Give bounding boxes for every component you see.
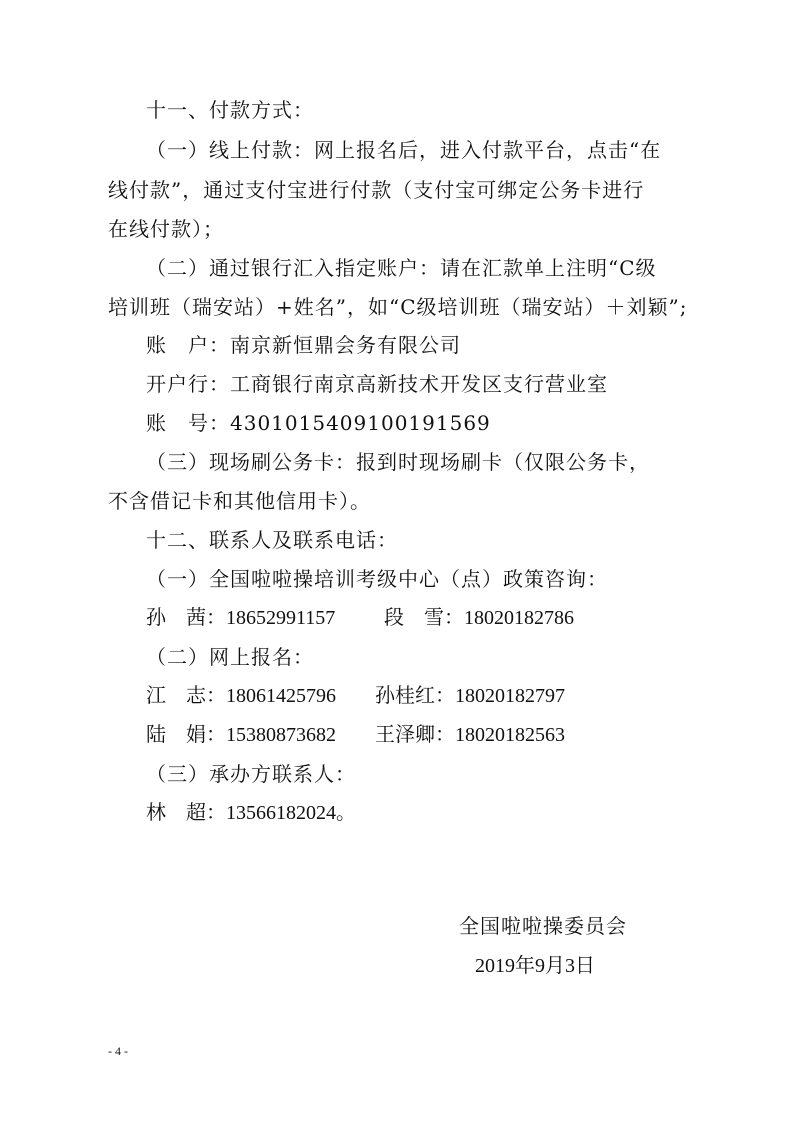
payment-card-line-2: 不含借记卡和其他信用卡）。 [108, 489, 371, 513]
registration-contact-1: 江 志：18061425796 [146, 685, 336, 707]
payment-heading: 十一、付款方式： [146, 98, 314, 122]
account-number: 账 号：4301015409100191569 [146, 411, 491, 435]
account-name: 账 户：南京新恒鼎会务有限公司 [146, 333, 461, 357]
payment-online-line-2: 线付款”，通过支付宝进行付款（支付宝可绑定公务卡进行 [108, 178, 645, 202]
contact-heading: 十二、联系人及联系电话： [146, 528, 398, 552]
policy-contact-2: 段 雪：18020182786 [384, 607, 574, 629]
payment-card-line-1: （三）现场刷公务卡：报到时现场刷卡（仅限公务卡， [146, 450, 650, 474]
organizer-heading: （三）承办方联系人： [146, 762, 356, 786]
page-number: - 4 - [108, 1044, 128, 1058]
registration-contact-4: 王泽卿：18020182563 [375, 724, 565, 746]
signature-organization: 全国啦啦操委员会 [459, 914, 627, 938]
registration-contact-3: 陆 娟：15380873682 [146, 724, 336, 746]
registration-heading: （二）网上报名： [146, 645, 314, 669]
bank-name: 开户行：工商银行南京高新技术开发区支行营业室 [146, 372, 608, 396]
payment-bank-line-1: （二）通过银行汇入指定账户：请在汇款单上注明“C级 [146, 256, 657, 280]
signature-date: 2019年9月3日 [475, 955, 595, 977]
payment-bank-line-2: 培训班（瑞安站）+姓名”，如“C级培训班（瑞安站）＋刘颖”; [108, 295, 688, 319]
policy-heading: （一）全国啦啦操培训考级中心（点）政策咨询： [146, 567, 608, 591]
organizer-contact: 林 超：13566182024。 [146, 802, 356, 824]
payment-online-line-1: （一）线上付款：网上报名后，进入付款平台，点击“在 [146, 138, 662, 162]
registration-contact-2: 孙桂红：18020182797 [375, 685, 565, 707]
payment-online-line-3: 在线付款）； [108, 217, 224, 241]
policy-contact-1: 孙 茜：18652991157 [146, 607, 336, 629]
